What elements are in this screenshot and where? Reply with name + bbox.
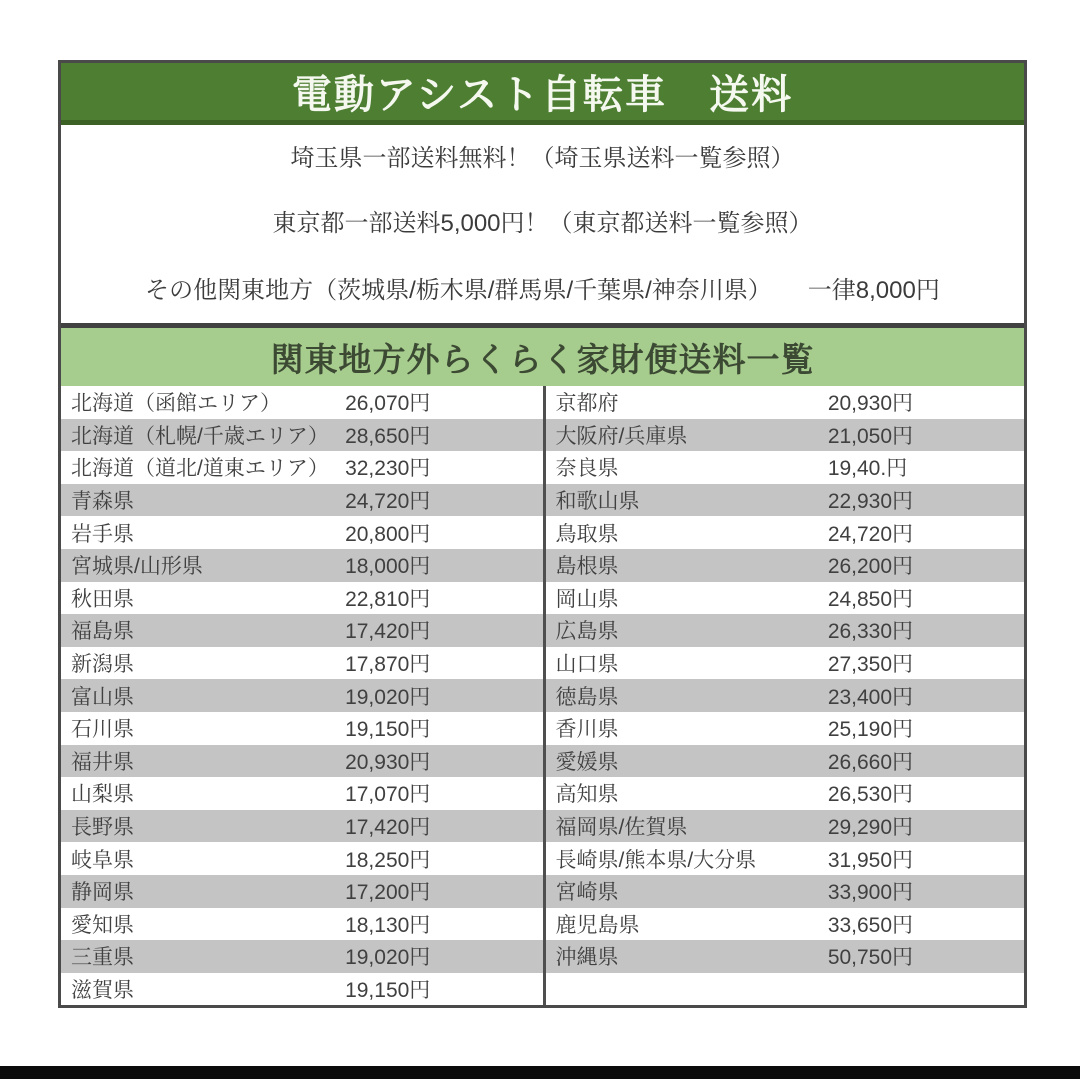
price-cell: 26,070円: [345, 392, 431, 416]
shipping-fee-table: [61, 386, 1024, 1005]
price-cell: 25,190円: [827, 718, 914, 742]
price-cell: 19,40.円: [827, 457, 908, 481]
region-cell: 長崎県/熊本県/大分県: [555, 848, 757, 872]
table-section-title: 関東地方外らくらく家財便送料一覧: [270, 340, 815, 378]
price-cell: 50,750円: [827, 946, 914, 970]
notice-saitama: 埼玉県一部送料無料！（埼玉県送料一覧参照）: [290, 145, 795, 172]
table-right-column: [543, 386, 1025, 1005]
price-cell: 22,810円: [345, 587, 431, 611]
table-row: [546, 679, 1025, 712]
region-cell: 徳島県: [555, 685, 619, 709]
region-cell: 愛知県: [71, 913, 134, 937]
region-cell: 島根県: [555, 555, 619, 579]
region-cell: 宮城県/山形県: [71, 555, 203, 579]
table-row: [546, 647, 1025, 680]
table-row: [61, 679, 543, 712]
table-row: [61, 582, 543, 615]
table-row: [61, 842, 543, 875]
region-cell: 北海道（道北/道東エリア）: [71, 457, 329, 481]
region-cell: 福井県: [71, 750, 134, 774]
region-cell: 京都府: [555, 392, 619, 416]
price-cell: 19,020円: [345, 685, 431, 709]
table-row: [61, 419, 543, 452]
region-cell: 山口県: [555, 653, 619, 677]
price-cell: 26,330円: [827, 620, 914, 644]
table-row: [546, 777, 1025, 810]
table-row: [61, 451, 543, 484]
region-cell: 静岡県: [71, 881, 134, 905]
region-cell: 三重県: [71, 946, 134, 970]
price-cell: 33,900円: [827, 881, 914, 905]
region-cell: 鳥取県: [555, 522, 619, 546]
price-cell: 17,070円: [345, 783, 431, 807]
region-cell: 長野県: [71, 816, 134, 840]
region-cell: 香川県: [555, 718, 619, 742]
table-row: [61, 777, 543, 810]
region-cell: 和歌山県: [555, 490, 640, 514]
region-cell: 鹿児島県: [555, 913, 640, 937]
region-cell: 福島県: [71, 620, 134, 644]
price-cell: 31,950円: [827, 848, 914, 872]
notice-other-kanto: その他関東地方（茨城県/栃木県/群馬県/千葉県/神奈川県） 一律8,000円: [145, 277, 940, 304]
table-row: [546, 908, 1025, 941]
table-row: [546, 973, 1025, 1006]
price-cell: 17,420円: [345, 620, 431, 644]
price-cell: 20,930円: [827, 392, 914, 416]
table-row: [546, 745, 1025, 778]
region-cell: 高知県: [555, 783, 619, 807]
price-cell: 19,150円: [345, 978, 431, 1002]
price-cell: 29,290円: [827, 816, 914, 840]
price-cell: 18,000円: [345, 555, 431, 579]
price-cell: 21,050円: [827, 424, 914, 448]
table-row: [546, 842, 1025, 875]
notice-tokyo: 東京都一部送料5,000円！（東京都送料一覧参照）: [272, 210, 813, 237]
table-row: [61, 745, 543, 778]
price-cell: 27,350円: [827, 653, 914, 677]
table-row: [546, 875, 1025, 908]
table-row: [61, 516, 543, 549]
table-row: [61, 875, 543, 908]
region-cell: 宮崎県: [555, 881, 619, 905]
table-row: [61, 810, 543, 843]
price-cell: 20,930円: [345, 750, 431, 774]
table-row: [546, 386, 1025, 419]
table-row: [546, 451, 1025, 484]
price-cell: 17,200円: [345, 881, 431, 905]
region-cell: 滋賀県: [71, 978, 134, 1002]
region-cell: 岐阜県: [71, 848, 134, 872]
price-cell: 22,930円: [827, 490, 914, 514]
region-cell: 福岡県/佐賀県: [555, 816, 688, 840]
table-row: [61, 386, 543, 419]
table-row: [61, 908, 543, 941]
price-cell: 18,250円: [345, 848, 431, 872]
region-cell: 山梨県: [71, 783, 134, 807]
table-row: [61, 647, 543, 680]
price-cell: 26,530円: [827, 783, 914, 807]
table-left-column: [61, 386, 543, 1005]
table-row: [61, 973, 543, 1006]
price-cell: 26,200円: [827, 555, 914, 579]
table-row: [546, 614, 1025, 647]
table-row: [546, 419, 1025, 452]
title-banner: [61, 63, 1024, 125]
price-cell: 17,870円: [345, 653, 431, 677]
region-cell: 石川県: [71, 718, 134, 742]
price-cell: 24,720円: [345, 490, 431, 514]
region-cell: 奈良県: [555, 457, 619, 481]
price-cell: 19,020円: [345, 946, 431, 970]
page-title: 電動アシスト自転車 送料: [291, 73, 794, 117]
region-cell: 岡山県: [555, 587, 619, 611]
price-cell: 20,800円: [345, 522, 431, 546]
table-row: [546, 484, 1025, 517]
table-row: [546, 810, 1025, 843]
price-cell: 33,650円: [827, 913, 914, 937]
table-row: [61, 614, 543, 647]
price-cell: 19,150円: [345, 718, 431, 742]
table-row: [546, 549, 1025, 582]
table-row: [61, 549, 543, 582]
table-row: [546, 582, 1025, 615]
table-row: [546, 516, 1025, 549]
price-cell: 32,230円: [345, 457, 431, 481]
table-row: [546, 712, 1025, 745]
price-cell: 28,650円: [345, 424, 431, 448]
shipping-notice-sheet: [58, 60, 1027, 1008]
region-cell: 広島県: [555, 620, 619, 644]
region-cell: 新潟県: [71, 653, 134, 677]
bottom-black-bar: [0, 1066, 1080, 1079]
region-cell: 愛媛県: [555, 750, 619, 774]
region-cell: 北海道（函館エリア）: [71, 392, 281, 416]
region-cell: 沖縄県: [555, 946, 619, 970]
price-cell: 18,130円: [345, 913, 431, 937]
region-cell: 岩手県: [71, 522, 134, 546]
price-cell: 24,850円: [827, 587, 914, 611]
table-row: [61, 484, 543, 517]
price-cell: 17,420円: [345, 816, 431, 840]
table-section-header: [61, 323, 1024, 386]
region-cell: 大阪府/兵庫県: [555, 424, 688, 448]
table-row: [61, 712, 543, 745]
table-row: [546, 940, 1025, 973]
region-cell: 富山県: [71, 685, 134, 709]
price-cell: 24,720円: [827, 522, 914, 546]
region-cell: 秋田県: [71, 587, 134, 611]
price-cell: 26,660円: [827, 750, 914, 774]
region-cell: 北海道（札幌/千歳エリア）: [71, 424, 329, 448]
notice-section: [61, 125, 1024, 323]
region-cell: 青森県: [71, 490, 134, 514]
table-row: [61, 940, 543, 973]
price-cell: 23,400円: [827, 685, 914, 709]
